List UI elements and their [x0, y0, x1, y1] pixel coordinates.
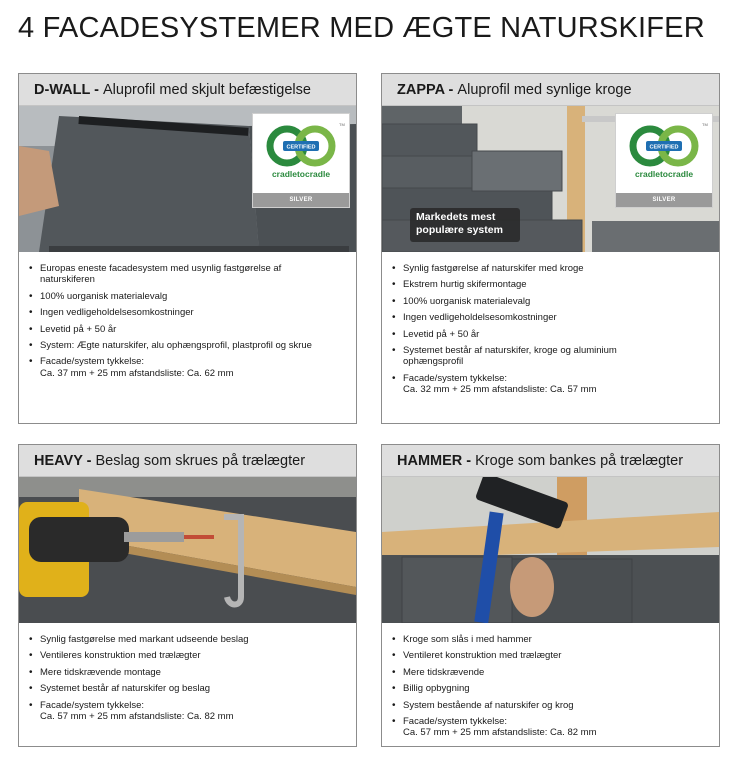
title-separator: - [462, 453, 476, 469]
feature-item: • Facade/system tykkelse: Ca. 37 mm + 25 mm afstandsliste: Ca. 62 mm [40, 356, 346, 379]
system-subtitle: Aluprofil med skjult befæstigelse [103, 82, 311, 98]
feature-item: • Systemet består af naturskifer, kroge og aluminium ophængsprofil [403, 345, 673, 368]
heavy-photo-graphic [19, 477, 356, 623]
system-name: HEAVY [34, 453, 83, 469]
dwall-photo [19, 106, 356, 252]
system-subtitle: Kroge som bankes på trælægter [475, 453, 684, 469]
feature-list [382, 252, 719, 396]
feature-item: • System: Ægte naturskifer, alu ophængsprofil, plastprofil og skrue [40, 340, 320, 351]
feature-item: • Ingen vedligeholdelsesomkostninger [403, 312, 709, 323]
certification-level: SILVER [253, 193, 349, 207]
popular-system-callout: Markedets mest populære system [410, 208, 520, 242]
feature-item: • Levetid på + 50 år [40, 324, 346, 335]
card-header [382, 74, 719, 106]
cradle-brand-text: cradletocradle [271, 169, 331, 179]
feature-item: • Mere tidskrævende montage [40, 667, 346, 678]
feature-item: • Systemet består af naturskifer og beslag [40, 683, 346, 694]
feature-item: • Ventileret konstruktion med trælægter [403, 650, 709, 661]
title-separator: - [90, 82, 104, 98]
cradle-brand-text: cradletocradle [634, 169, 694, 179]
card-heavy [18, 444, 357, 747]
title-separator: - [444, 82, 458, 98]
trademark-label: TM [702, 122, 708, 127]
trademark-label: TM [339, 122, 345, 127]
feature-item: • System bestående af naturskifer og krog [403, 700, 709, 711]
feature-item: • Synlig fastgørelse af naturskifer med kroge [403, 263, 709, 274]
card-header [19, 74, 356, 106]
feature-list [19, 623, 356, 722]
cradle-to-cradle-badge [252, 113, 350, 208]
card-zappa [381, 73, 720, 424]
card-header [19, 445, 356, 477]
system-name: HAMMER [397, 453, 463, 469]
feature-list [19, 252, 356, 379]
card-header [382, 445, 719, 477]
zappa-photo [382, 106, 719, 252]
system-subtitle: Beslag som skrues på trælægter [95, 453, 306, 469]
system-subtitle: Aluprofil med synlige kroge [457, 82, 632, 98]
cradle-to-cradle-badge [615, 113, 713, 208]
feature-list [382, 623, 719, 739]
feature-item: • Kroge som slås i med hammer [403, 634, 709, 645]
feature-item: • 100% uorganisk materialevalg [40, 291, 346, 302]
feature-item: • Facade/system tykkelse: Ca. 32 mm + 25 mm afstandsliste: Ca. 57 mm [403, 373, 709, 396]
feature-item: • Ingen vedligeholdelsesomkostninger [40, 307, 346, 318]
feature-item: • Synlig fastgørelse med markant udseende beslag [40, 634, 346, 645]
hammer-photo-graphic [382, 477, 719, 623]
feature-item: • Facade/system tykkelse: Ca. 57 mm + 25 mm afstandsliste: Ca. 82 mm [403, 716, 709, 739]
feature-item: • Facade/system tykkelse: Ca. 57 mm + 25 mm afstandsliste: Ca. 82 mm [40, 700, 346, 723]
feature-item: • Ekstrem hurtig skifermontage [403, 279, 709, 290]
feature-item: • 100% uorganisk materialevalg [403, 296, 709, 307]
heavy-photo [19, 477, 356, 623]
certified-label: CERTIFIED [286, 144, 316, 151]
certification-level: SILVER [616, 193, 712, 207]
card-dwall [18, 73, 357, 424]
page-title: 4 FACADESYSTEMER MED ÆGTE NATURSKIFER [18, 12, 705, 44]
feature-item: • Mere tidskrævende [403, 667, 709, 678]
feature-item: • Ventileres konstruktion med trælægter [40, 650, 346, 661]
feature-item: • Billig opbygning [403, 683, 709, 694]
feature-item: • Levetid på + 50 år [403, 329, 709, 340]
feature-item: • Europas eneste facadesystem med usynlig fastgørelse af naturskiferen [40, 263, 320, 286]
system-name: ZAPPA [397, 82, 445, 98]
system-name: D-WALL [34, 82, 91, 98]
certified-label: CERTIFIED [649, 144, 679, 151]
card-hammer [381, 444, 720, 747]
title-separator: - [82, 453, 96, 469]
hammer-photo [382, 477, 719, 623]
